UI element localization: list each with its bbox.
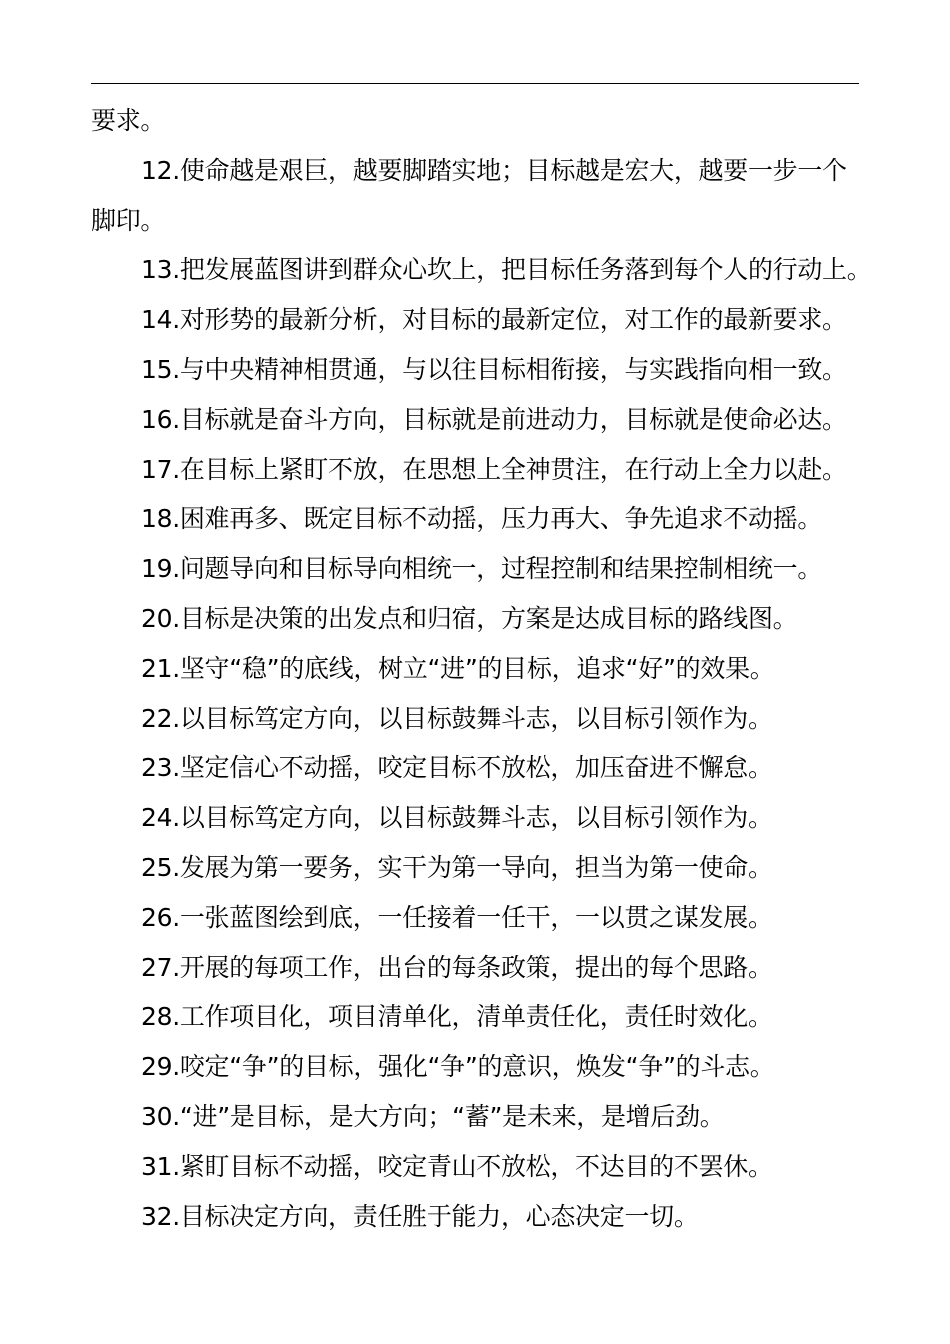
text-line: 脚印。: [91, 205, 166, 235]
list-item-23: 23.坚定信心不动摇，咬定目标不放松，加压奋进不懈怠。: [141, 753, 773, 783]
document-body: [91, 96, 881, 1241]
list-item-12: 12.使命越是艰巨，越要脚踏实地；目标越是宏大，越要一步一个: [141, 155, 847, 185]
list-item-31: 31.紧盯目标不动摇，咬定青山不放松，不达目的不罢休。: [141, 1151, 773, 1181]
list-item-13: 13.把发展蓝图讲到群众心坎上，把目标任务落到每个人的行动上。: [141, 255, 872, 285]
list-item-18: 18.困难再多、既定目标不动摇，压力再大、争先追求不动摇。: [141, 504, 823, 534]
list-item-20: 20.目标是决策的出发点和归宿，方案是达成目标的路线图。: [141, 603, 798, 633]
list-item-28: 28.工作项目化，项目清单化，清单责任化，责任时效化。: [141, 1002, 773, 1032]
text-line: 要求。: [91, 106, 166, 135]
list-item-26: 26.一张蓝图绘到底，一任接着一任干，一以贯之谋发展。: [141, 902, 773, 932]
list-item-27: 27.开展的每项工作，出台的每条政策，提出的每个思路。: [141, 952, 773, 982]
list-item-14: 14.对形势的最新分析，对目标的最新定位，对工作的最新要求。: [141, 305, 847, 335]
header-rule: [91, 83, 859, 84]
list-item-22: 22.以目标笃定方向，以目标鼓舞斗志，以目标引领作为。: [141, 703, 773, 733]
list-item-16: 16.目标就是奋斗方向，目标就是前进动力，目标就是使命必达。: [141, 404, 847, 434]
list-item-25: 25.发展为第一要务，实干为第一导向，担当为第一使命。: [141, 852, 773, 882]
list-item-24: 24.以目标笃定方向，以目标鼓舞斗志，以目标引领作为。: [141, 803, 773, 833]
list-item-17: 17.在目标上紧盯不放，在思想上全神贯注，在行动上全力以赴。: [141, 454, 847, 484]
list-item-21: 21.坚守“稳”的底线，树立“进”的目标，追求“好”的效果。: [141, 653, 775, 683]
list-item-30: 30.“进”是目标，是大方向；“蓄”是未来，是增后劲。: [141, 1101, 725, 1131]
list-item-32: 32.目标决定方向，责任胜于能力，心态决定一切。: [141, 1201, 699, 1231]
list-item-19: 19.问题导向和目标导向相统一，过程控制和结果控制相统一。: [141, 554, 823, 584]
list-item-29: 29.咬定“争”的目标，强化“争”的意识，焕发“争”的斗志。: [141, 1052, 775, 1082]
list-item-15: 15.与中央精神相贯通，与以往目标相衔接，与实践指向相一致。: [141, 354, 847, 384]
